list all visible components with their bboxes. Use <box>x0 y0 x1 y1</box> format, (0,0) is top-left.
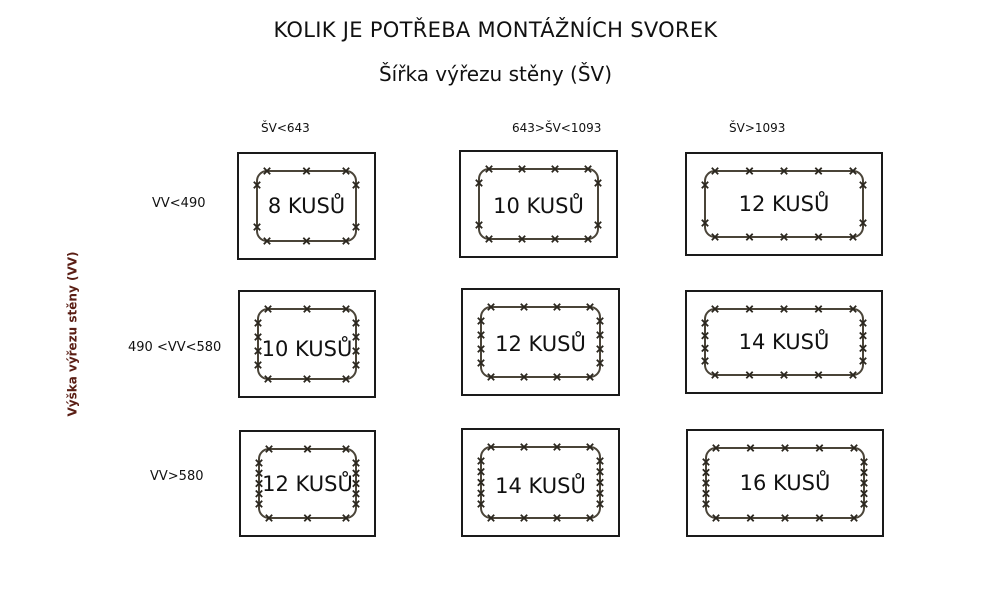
cell-row3-col2 <box>461 428 620 537</box>
column-label-wide: ŠV>1093 <box>729 121 786 135</box>
diagram-title: KOLIK JE POTŘEBA MONTÁŽNÍCH SVOREK <box>273 18 718 42</box>
clip-count: 14 KUSŮ <box>495 474 586 498</box>
cell-row1-col1 <box>237 152 376 260</box>
row-label-medium: 490 <VV<580 <box>128 340 222 355</box>
cell-row3-col1 <box>239 430 376 537</box>
clip-count: 8 KUSŮ <box>267 194 346 218</box>
row-label-high: VV>580 <box>150 469 204 484</box>
column-label-narrow: ŠV<643 <box>261 121 310 135</box>
cell-row3-col3 <box>686 429 884 537</box>
cell-row2-col2 <box>461 288 620 396</box>
clip-count: 12 KUSŮ <box>738 192 830 216</box>
clip-count: 12 KUSŮ <box>495 332 586 356</box>
width-axis-title: Šířka výřezu stěny (ŠV) <box>378 62 613 86</box>
clip-count: 10 KUSŮ <box>261 337 353 361</box>
clip-count: 10 KUSŮ <box>493 194 584 218</box>
cell-row2-col1 <box>238 290 376 398</box>
clip-count: 16 KUSŮ <box>739 471 831 495</box>
height-axis-title: Výška výřezu stěny (VV) <box>65 251 80 417</box>
clip-count: 14 KUSŮ <box>738 330 830 354</box>
cell-row1-col2 <box>459 150 618 258</box>
column-label-medium: 643>ŠV<1093 <box>512 121 602 135</box>
clip-count: 12 KUSŮ <box>262 472 353 496</box>
cell-row1-col3 <box>685 152 883 256</box>
row-label-low: VV<490 <box>152 196 206 211</box>
cell-row2-col3 <box>685 290 883 394</box>
